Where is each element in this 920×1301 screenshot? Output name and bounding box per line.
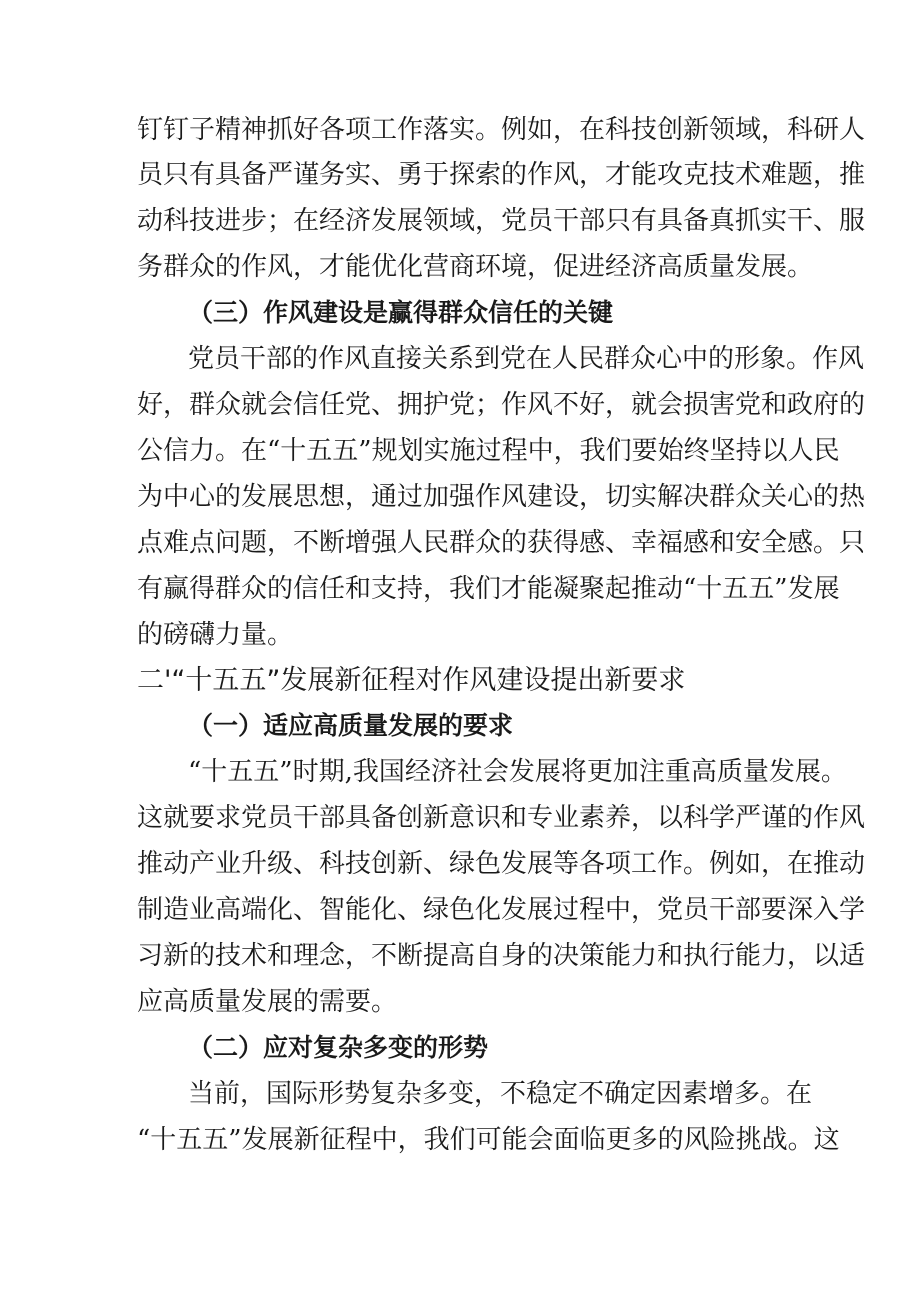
body-text-line: 这就要求党员干部具备创新意识和专业素养，以科学严谨的作风 [137,803,866,833]
body-text-line: 应高质量发展的需要。 [137,987,398,1017]
body-text-line: 制造业高端化、智能化、绿色化发展过程中，党员干部要深入学 [137,895,866,925]
body-text-line: 务群众的作风，才能优化营商环境，促进经济高质量发展。 [137,252,814,282]
body-text-line: 党员干部的作风直接关系到党在人民群众心中的形象。作风 [188,344,865,374]
body-text-line: 点难点问题，不断增强人民群众的获得感、幸福感和安全感。只 [137,528,866,558]
body-text-line: 动科技进步；在经济发展领域，党员干部只有具备真抓实干、服 [137,206,866,236]
body-text-line: 有赢得群众的信任和支持，我们才能凝聚起推动“十五五”发展 [137,574,840,604]
body-text-line: 的磅礴力量。 [137,620,294,650]
body-text-line: “十五五”时期,我国经济社会发展将更加注重高质量发展。 [188,757,847,787]
chapter-heading: 二'“十五五”发展新征程对作风建设提出新要求 [137,665,686,696]
body-text-line: “十五五”发展新征程中，我们可能会面临更多的风险挑战。这 [137,1125,840,1155]
body-text-line: 钉钉子精神抓好各项工作落实。例如，在科技创新领域，科研人 [137,115,866,145]
section-heading: （一）适应高质量发展的要求 [188,711,514,740]
body-text-line: 习新的技术和理念，不断提高自身的决策能力和执行能力，以适 [137,941,866,971]
body-text-line: 为中心的发展思想，通过加强作风建设，切实解决群众关心的热 [137,482,866,512]
body-text-line: 好，群众就会信任党、拥护党；作风不好，就会损害党和政府的 [137,390,866,420]
body-text-line: 公信力。在“十五五”规划实施过程中，我们要始终坚持以人民 [137,436,840,466]
body-text-line: 员只有具备严谨务实、勇于探索的作风，才能攻克技术难题，推 [137,160,866,190]
section-heading: （三）作风建设是赢得群众信任的关键 [188,298,614,327]
body-text-line: 推动产业升级、科技创新、绿色发展等各项工作。例如，在推动 [137,849,866,879]
body-text-line: 当前，国际形势复杂多变，不稳定不确定因素增多。在 [188,1079,813,1109]
section-heading: （二）应对复杂多变的形势 [188,1033,489,1062]
